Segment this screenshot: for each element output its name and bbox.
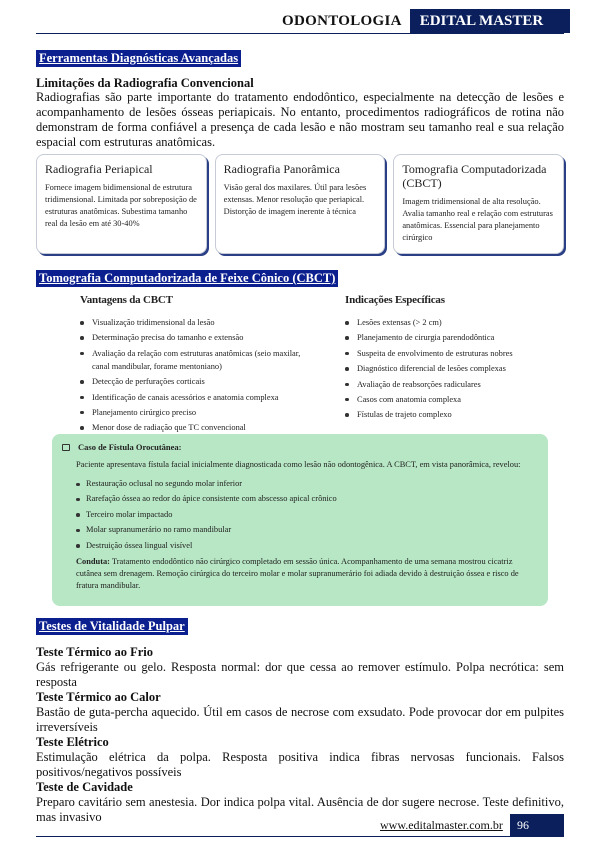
list-item: Planejamento de cirurgia parendodôntica — [345, 331, 545, 344]
list-item: Fístulas de trajeto complexo — [345, 408, 545, 421]
case-findings-list — [62, 478, 538, 552]
page-number: 96 — [510, 814, 564, 836]
list-item: Molar supranumerário no ramo mandibular — [76, 524, 538, 536]
list-item: Restauração oclusal no segundo molar inferior — [76, 478, 538, 490]
card-description: Visão geral dos maxilares. Útil para lesões extensas. Menor resolução que periapical. Distorção de imagem inerente à técnica — [223, 183, 367, 216]
case-conduct — [62, 556, 538, 592]
test-description: Bastão de guta-percha aquecido. Útil em casos de necrose com exsudato. Pode provocar dor em pulpites irreversíveis — [36, 705, 564, 734]
indications-heading: Indicações Específicas — [345, 294, 445, 306]
conduct-text: Tratamento endodôntico não cirúrgico completado em sessão única. Acompanhamento de uma semana mostrou cicatriz cutânea sem drenagem. Remoção cirúrgica do terceiro molar e molar supranumerário foi adiada devido à destruição óssea e risco de fratura mandibular. — [76, 556, 519, 590]
test-description: Gás refrigerante ou gelo. Resposta normal: dor que cessa ao remover estímulo. Polpa necrótica: sem resposta — [36, 660, 564, 689]
section-title-diagnostic-tools: Ferramentas Diagnósticas Avançadas — [36, 50, 241, 67]
conduct-label: Conduta: — [76, 556, 110, 566]
list-item: Diagnóstico diferencial de lesões complexas — [345, 362, 545, 375]
footer-divider — [36, 836, 564, 837]
footer-website-link[interactable]: www.editalmaster.com.br — [380, 818, 503, 832]
card-title: Radiografia Panorâmica — [223, 162, 340, 176]
list-item: Avaliação da relação com estruturas anatômicas (seio maxilar, canal mandibular, forame mentoniano) — [80, 347, 320, 373]
vitality-tests — [36, 645, 564, 825]
advantages-list — [80, 316, 320, 437]
case-box — [52, 434, 548, 606]
list-item: Terceiro molar impactado — [76, 509, 538, 521]
header-subject: ODONTOLOGIA — [282, 12, 402, 29]
card-periapical — [36, 154, 207, 254]
case-intro: Paciente apresentava fístula facial inicialmente diagnosticada como lesão não odontogênica. A CBCT, em vista panorâmica, revelou: — [76, 460, 521, 469]
test-name: Teste Elétrico — [36, 735, 109, 749]
page-header — [282, 10, 570, 32]
indications-list — [345, 316, 545, 424]
list-item: Lesões extensas (> 2 cm) — [345, 316, 545, 329]
imaging-cards — [36, 154, 564, 254]
test-name: Teste Térmico ao Calor — [36, 690, 161, 704]
test-name: Teste Térmico ao Frio — [36, 645, 153, 659]
list-item: Rarefação óssea ao redor do ápice consistente com abscesso apical crônico — [76, 493, 538, 505]
list-item: Identificação de canais acessórios e anatomia complexa — [80, 391, 320, 404]
card-description: Fornece imagem bidimensional de estrutura tridimensional. Limitada por sobreposição de estruturas anatômicas. Subestima tamanho real da lesão em até 30-40% — [45, 183, 197, 228]
case-heading: Caso de Fístula Orocutânea: — [78, 442, 182, 452]
test-description: Preparo cavitário sem anestesia. Dor indica polpa vital. Ausência de dor sugere necrose. Teste definitivo, mas invasivo — [36, 795, 564, 824]
chat-icon — [62, 444, 70, 451]
header-brand: EDITAL MASTER — [410, 9, 570, 33]
card-cbct — [393, 154, 564, 254]
list-item: Visualização tridimensional da lesão — [80, 316, 320, 329]
case-heading-row — [62, 442, 538, 452]
list-item: Detecção de perfurações corticais — [80, 375, 320, 388]
card-title: Tomografia Computadorizada (CBCT) — [402, 162, 547, 190]
list-item: Planejamento cirúrgico preciso — [80, 406, 320, 419]
paragraph-radiography-limits: Radiografias são parte importante do tratamento endodôntico, especialmente na detecção de lesões e acompanhamento de lesões ósseas periapicais. No entanto, procedimentos radiográficos de rotina não demonstram de forma confiável a presença de cada lesão e não mostram seu tamanho real e sua relação espacial com estruturas anatômicas. — [36, 90, 564, 149]
subhead-conventional-radiography: Limitações da Radiografia Convencional — [36, 76, 254, 90]
section-title-vitality-tests: Testes de Vitalidade Pulpar — [36, 618, 188, 635]
list-item: Casos com anatomia complexa — [345, 393, 545, 406]
card-title: Radiografia Periapical — [45, 162, 153, 176]
card-panoramic — [215, 154, 386, 254]
card-description: Imagem tridimensional de alta resolução. Avalia tamanho real e relação com estruturas anatômicas. Essencial para planejamento cirúrgico — [402, 197, 553, 242]
advantages-heading: Vantagens da CBCT — [80, 294, 173, 306]
test-description: Estimulação elétrica da polpa. Resposta positiva indica fibras nervosas funcionais. Falsos positivos/negativos possíveis — [36, 750, 564, 779]
list-item: Determinação precisa do tamanho e extensão — [80, 331, 320, 344]
section-title-cbct: Tomografia Computadorizada de Feixe Cônico (CBCT) — [36, 270, 338, 287]
list-item: Destruição óssea lingual visível — [76, 540, 538, 552]
list-item: Avaliação de reabsorções radiculares — [345, 378, 545, 391]
list-item: Menor dose de radiação que TC convencional — [80, 421, 320, 434]
test-name: Teste de Cavidade — [36, 780, 133, 794]
header-divider — [36, 33, 564, 34]
list-item: Suspeita de envolvimento de estruturas nobres — [345, 347, 545, 360]
